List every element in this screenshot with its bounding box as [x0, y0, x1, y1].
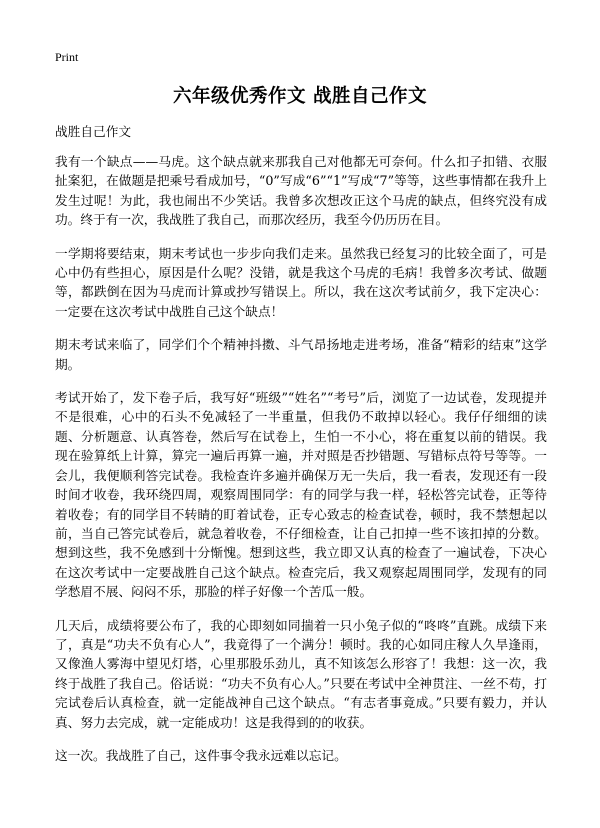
paragraph: 一学期将要结束，期末考试也一步步向我们走来。虽然我已经复习的比较全面了，可是心中仍有些担心，原因是什么呢？没错，就是我这个马虎的毛病！我曾多次考试、做题等，都跌倒在因为马虎而计算或抄写错误上。所以，我在这次考试前夕，我下定决心：一定要在这次考试中战胜自己这个缺点！ — [55, 245, 547, 319]
article-body — [55, 152, 547, 779]
paragraph: 几天后，成绩将要公布了，我的心即刻如同揣着一只小兔子似的“咚咚”直跳。成绩下来了，真是“功夫不负有心人”，我竟得了一个满分！顿时。我的心如同庄稼人久旱逢雨，又像渔人雾海中望见灯塔，心里那股乐劲儿，真不知该怎么形容了！我想：这一次，我终于战胜了我自己。俗话说：“功夫不负有心人。”只要在考试中全神贯注、一丝不苟，打完试卷后认真检查，就一定能战神自己这个缺点。“有志者事竟成。”只要有毅力，并认真、努力去完成，就一定能成功！这是我得到的的收获。 — [55, 617, 547, 730]
paragraph: 期末考试来临了，同学们个个精神抖擞、斗气昂扬地走进考场，准备“精彩的结束”这学期。 — [55, 337, 547, 372]
paragraph: 考试开始了，发下卷子后，我写好“班级”“姓名”“考号”后，浏览了一边试卷，发现提并不是很难，心中的石头不免减轻了一半重量，但我仍不敢掉以轻心。我仔仔细细的读题、分析题意、认真答卷，然后写在试卷上，生怕一不小心，将在重复以前的错误。我现在验算纸上计算，算完一遍后再算一遍，并对照是否抄错题、写错标点符号等等。一会儿，我便顺利答完试卷。我检查许多遍并确保万无一失后，我一看表，发现还有一段时间才收卷，我环绕四周，观察周围同学：有的同学与我一样，轻松答完试卷，正等待着收卷；有的同学目不转睛的盯着试卷，正专心致志的检查试卷，顿时，我不禁想起以前，当自己答完试卷后，就急着收卷，不仔细检查，让自己扣掉一些不该扣掉的分数。想到这些，我不免感到十分惭愧。想到这些，我立即又认真的检查了一遍试卷，下决心在这次考试中一定要战胜自己这个缺点。检查完后，我又观察起周围同学，发现有的同学愁眉不展、闷闷不乐，那脸的样子好像一个苦瓜一般。 — [55, 390, 547, 600]
page-title: 六年级优秀作文 战胜自己作文 — [173, 86, 427, 107]
print-label: Print — [55, 50, 79, 64]
paragraph: 我有一个缺点——马虎。这个缺点就来那我自己对他都无可奈何。什么扣子扣错、衣服扯案犯，在做题是把乘号看成加号，“0”写成“6”“1”写成“7”等等，这些事情都在我升上发生过呢！为此，我也闹出不少笑话。我曾多次想改正这个马虎的缺点，但终究没有成功。终于有一次，我战胜了我自己，而那次经历，我至今仍历历在目。 — [55, 154, 547, 228]
article-subtitle: 战胜自己作文 — [55, 124, 132, 139]
paragraph: 这一次。我战胜了自己，这件事令我永远难以忘记。 — [55, 747, 347, 763]
